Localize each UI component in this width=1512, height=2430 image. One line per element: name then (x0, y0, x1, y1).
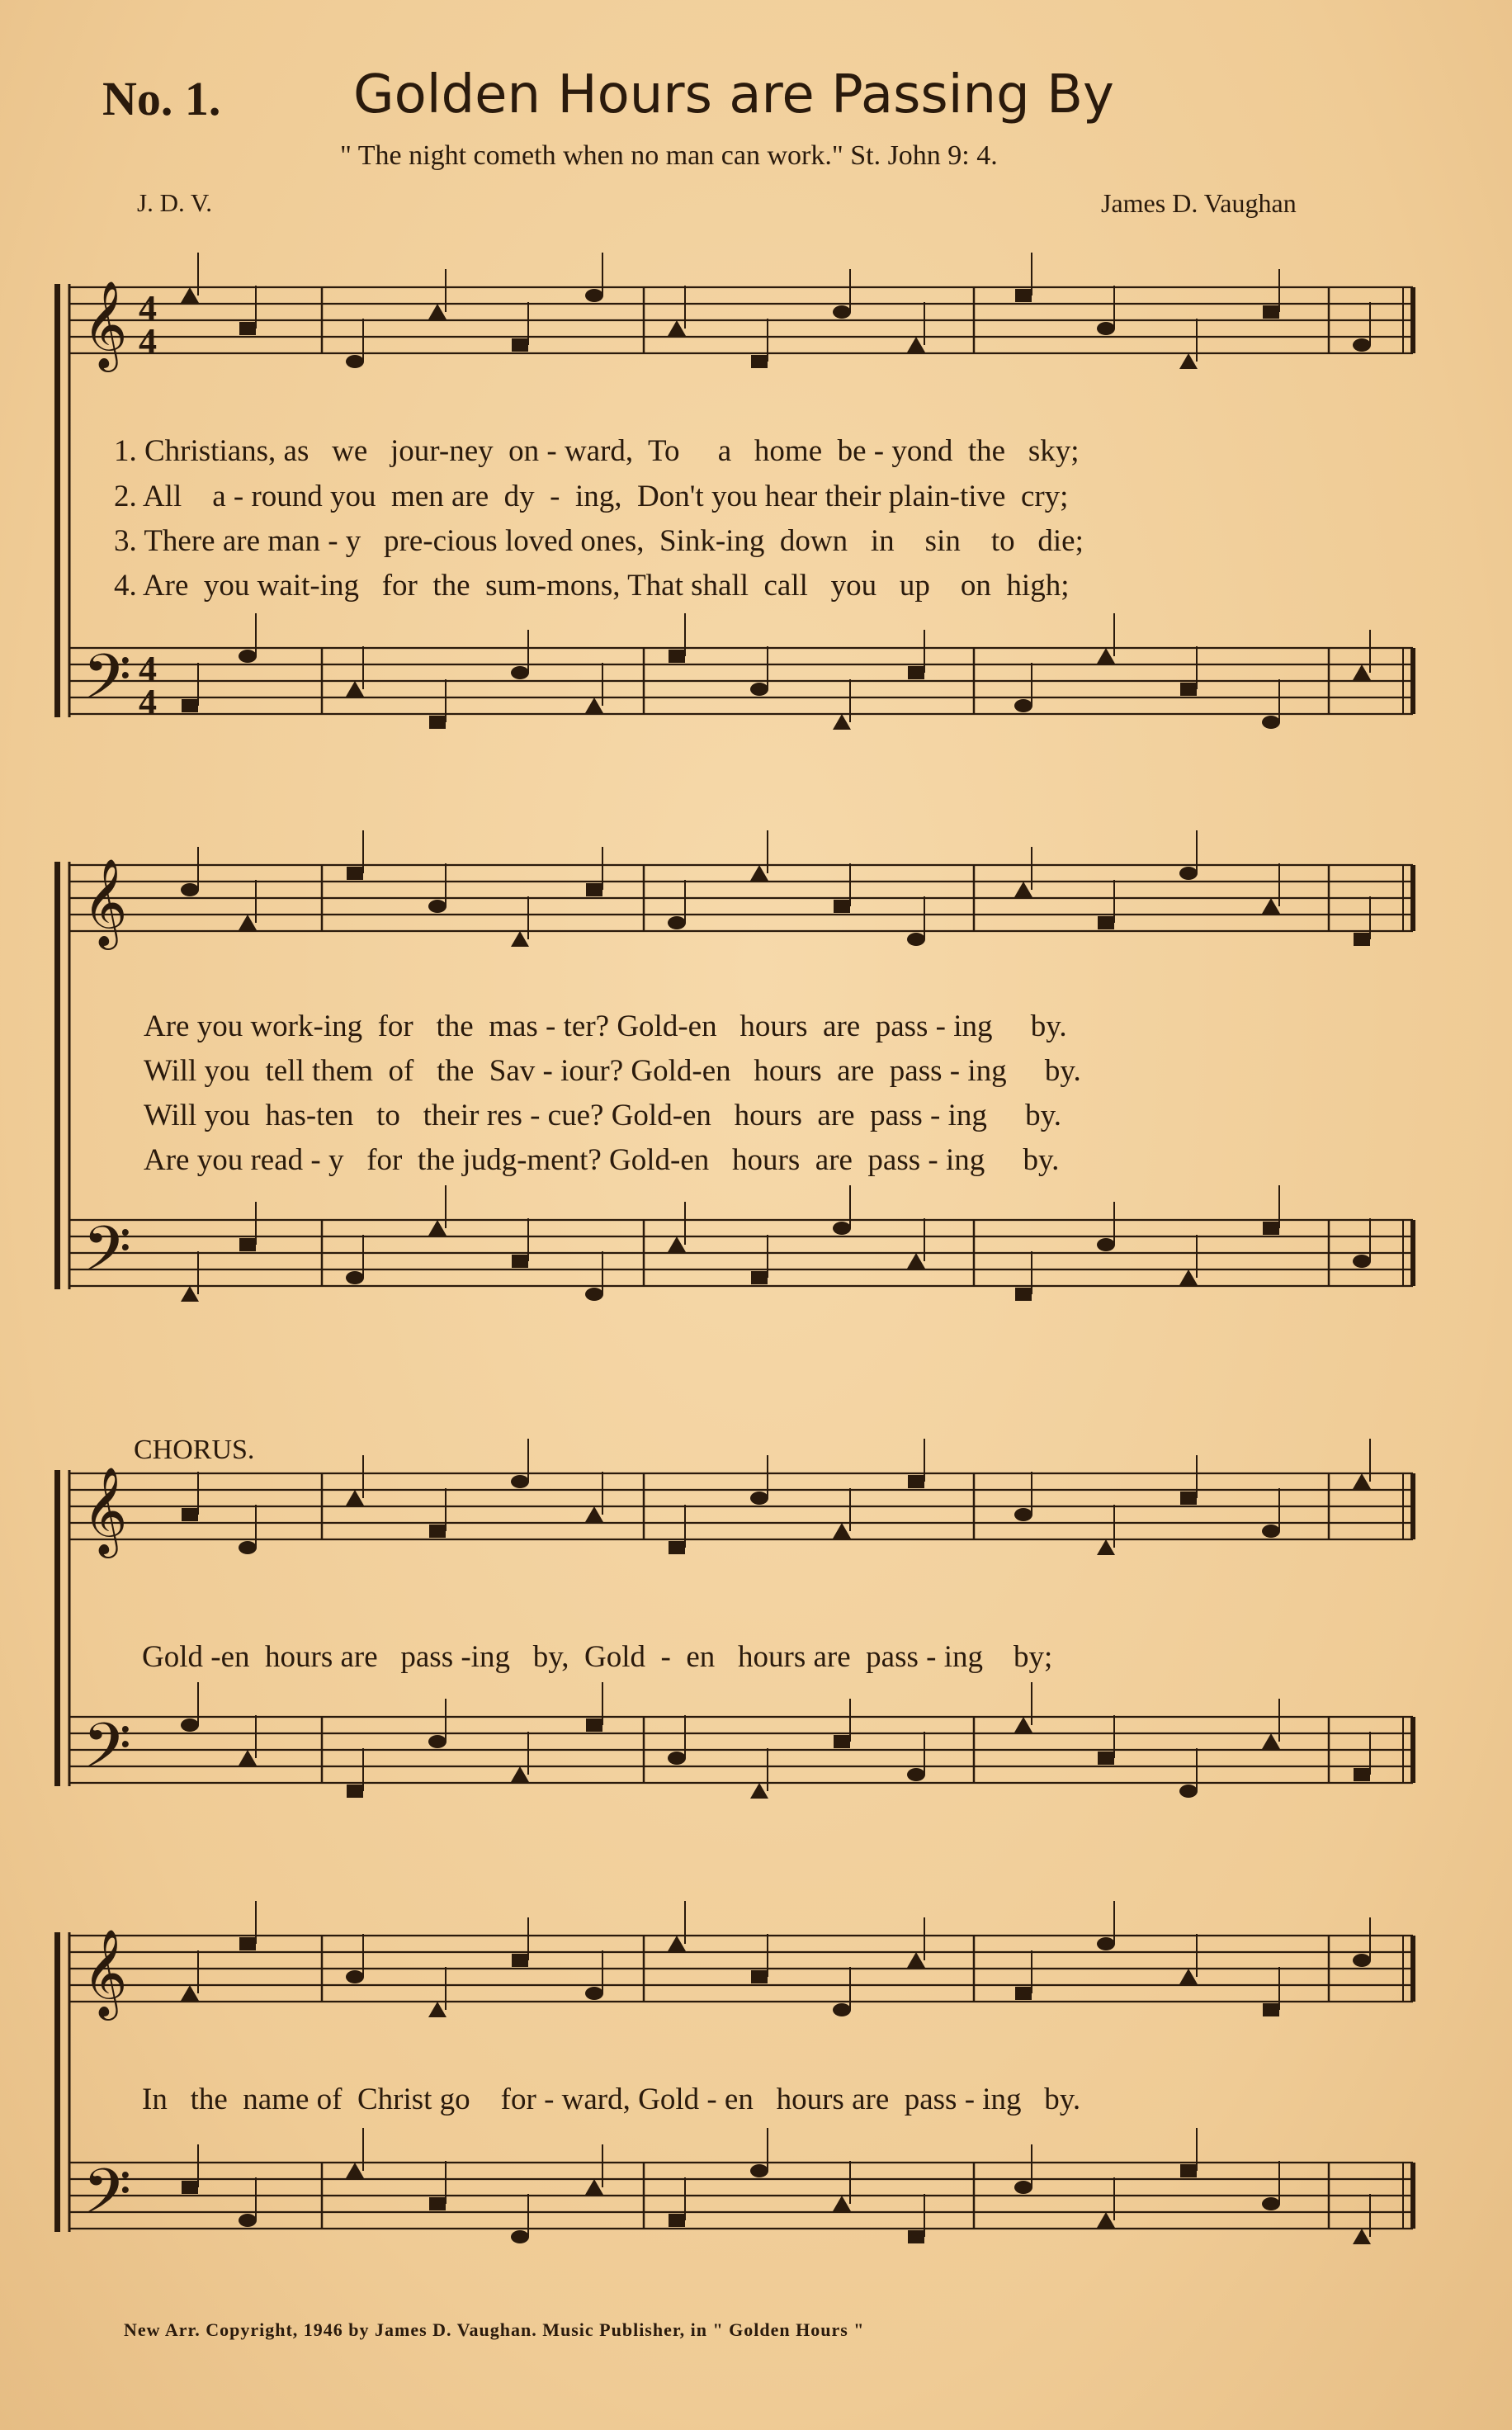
words-credit: J. D. V. (137, 188, 213, 217)
shape-note (833, 305, 851, 319)
shape-note (833, 1222, 851, 1235)
bass-clef: 𝄢 (83, 1213, 132, 1301)
shape-note (181, 883, 199, 896)
shape-note (1354, 933, 1370, 946)
shape-note (346, 2163, 364, 2178)
time-signature: 4 (139, 321, 157, 362)
treble-clef: 𝄞 (83, 858, 128, 946)
shape-note (668, 916, 686, 929)
shape-note (1262, 716, 1280, 729)
verse-line: 2. All a - round you men are dy - ing, Don't you hear their plain-tive cry; (114, 480, 1069, 513)
shape-note (1014, 2181, 1032, 2194)
shape-note (668, 1936, 686, 1951)
shape-note (182, 1508, 198, 1521)
shape-note (907, 1768, 925, 1781)
shape-note (239, 650, 257, 663)
treble-clef: 𝄞 (83, 280, 128, 368)
shape-note (1262, 1733, 1280, 1749)
shape-note (1179, 1269, 1198, 1285)
shape-note (907, 1253, 925, 1269)
chorus-label: CHORUS. (134, 1435, 255, 1465)
shape-note (668, 1236, 686, 1252)
time-signature: 4 (139, 649, 157, 689)
shape-note (833, 714, 851, 730)
shape-note (833, 2003, 851, 2016)
shape-note (347, 1785, 363, 1798)
shape-note (346, 681, 364, 697)
shape-note (511, 2230, 529, 2243)
shape-note (750, 2164, 768, 2177)
shape-note (429, 1525, 446, 1538)
shape-note (346, 1490, 364, 1506)
shape-note (668, 320, 686, 336)
hymn-title: Golden Hours are Passing By (353, 64, 1114, 125)
shape-note (908, 666, 924, 679)
shape-note (1014, 882, 1032, 897)
shape-note (1097, 1539, 1115, 1555)
shape-note (181, 1286, 199, 1302)
system-bracket (54, 284, 60, 717)
shape-note (239, 322, 256, 335)
shape-note (585, 1987, 603, 2000)
treble-clef: 𝄞 (83, 1466, 128, 1554)
shape-note (1014, 699, 1032, 712)
shape-note (1262, 1525, 1280, 1538)
shape-note (1098, 1752, 1114, 1765)
shape-note (1179, 867, 1198, 880)
shape-note (428, 2002, 447, 2017)
verse-line: Will you tell them of the Sav - iour? Gold-en hours are pass - ing by. (144, 1054, 1081, 1088)
shape-note (1015, 1288, 1032, 1301)
shape-note (585, 289, 603, 302)
shape-note (1263, 2003, 1279, 2016)
hymn-number: No. 1. (102, 72, 221, 125)
shape-note (833, 1523, 851, 1539)
system-bracket (54, 862, 60, 1289)
shape-note (750, 683, 768, 696)
shape-note (750, 1783, 768, 1799)
shape-note (512, 338, 528, 352)
shape-note (1353, 1473, 1371, 1489)
shape-note (834, 900, 850, 913)
scripture-epigraph: " The night cometh when no man can work." St. John 9: 4. (340, 140, 998, 171)
shape-note (907, 337, 925, 352)
shape-note (1015, 289, 1032, 302)
bass-clef: 𝄢 (83, 641, 132, 729)
shape-note (428, 1735, 447, 1748)
shape-note (511, 1766, 529, 1782)
shape-note (1353, 338, 1371, 352)
shape-note (833, 2196, 851, 2211)
treble-clef: 𝄞 (83, 1928, 128, 2016)
verse-line: 1. Christians, as we jour-ney on - ward, To a home be - yond the sky; (114, 434, 1080, 468)
shape-note (428, 900, 447, 913)
shape-note (511, 931, 529, 947)
shape-note (511, 1475, 529, 1488)
shape-note (1179, 353, 1198, 369)
shape-note (585, 2179, 603, 2195)
bass-clef: 𝄢 (83, 1709, 132, 1798)
shape-note (585, 1288, 603, 1301)
copyright-footer: New Arr. Copyright, 1946 by James D. Vaughan. Music Publisher, in " Golden Hours " (124, 2319, 865, 2340)
shape-note (182, 2181, 198, 2194)
verse-line: Will you has-ten to their res - cue? Gold-en hours are pass - ing by. (144, 1099, 1061, 1132)
shape-note (1353, 2229, 1371, 2244)
shape-note (512, 1954, 528, 1967)
shape-note (1353, 1954, 1371, 1967)
shape-note (668, 1752, 686, 1765)
chorus-line: Gold -en hours are pass -ing by, Gold - en hours are pass - ing by; (142, 1640, 1053, 1674)
shape-note (428, 304, 447, 319)
verse-line: 3. There are man - y pre-cious loved ones, Sink-ing down in sin to die; (114, 524, 1084, 558)
shape-note (181, 1718, 199, 1732)
shape-note (750, 865, 768, 881)
shape-note (586, 883, 602, 896)
shape-note (669, 2214, 685, 2227)
shape-note (429, 2197, 446, 2210)
shape-note (1097, 322, 1115, 335)
shape-note (751, 1271, 768, 1284)
shape-note (239, 1238, 256, 1251)
shape-note (1262, 2197, 1280, 2210)
shape-note (429, 716, 446, 729)
shape-note (239, 1937, 256, 1950)
shape-note (181, 1985, 199, 2001)
shape-note (181, 287, 199, 303)
shape-note (834, 1735, 850, 1748)
time-signature: 4 (139, 288, 157, 329)
shape-note (1097, 2212, 1115, 2228)
shape-note (239, 915, 257, 930)
shape-note (1014, 1717, 1032, 1733)
chorus-line: In the name of Christ go for - ward, Gold - en hours are pass - ing by. (142, 2083, 1081, 2116)
shape-note (1179, 1969, 1198, 1984)
verse-line: 4. Are you wait-ing for the sum-mons, That shall call you up on high; (114, 569, 1070, 603)
shape-note (239, 1750, 257, 1766)
shape-note (750, 1492, 768, 1505)
shape-note (347, 867, 363, 880)
shape-note (585, 1506, 603, 1522)
shape-note (1180, 1492, 1197, 1505)
shape-note (586, 1718, 602, 1732)
shape-note (669, 1541, 685, 1554)
shape-note (585, 697, 603, 713)
shape-note (669, 650, 685, 663)
music-credit: James D. Vaughan (1101, 188, 1297, 218)
shape-note (346, 1271, 364, 1284)
shape-note (1262, 898, 1280, 914)
shape-note (346, 1970, 364, 1983)
shape-note (1180, 683, 1197, 696)
shape-note (1097, 1238, 1115, 1251)
bass-clef: 𝄢 (83, 2155, 132, 2243)
verse-line: Are you read - y for the judg-ment? Gold-en hours are pass - ing by. (144, 1143, 1060, 1177)
shape-note (1097, 1937, 1115, 1950)
shape-note (1015, 1987, 1032, 2000)
shape-note (428, 1220, 447, 1236)
shape-note (239, 2214, 257, 2227)
shape-note (1180, 2164, 1197, 2177)
shape-note (1263, 305, 1279, 319)
shape-note (1353, 1255, 1371, 1268)
shape-note (512, 1255, 528, 1268)
shape-note (1014, 1508, 1032, 1521)
shape-note (1354, 1768, 1370, 1781)
shape-note (907, 933, 925, 946)
shape-note (1098, 916, 1114, 929)
shape-note (907, 1952, 925, 1968)
shape-note (239, 1541, 257, 1554)
shape-note (346, 355, 364, 368)
shape-note (1263, 1222, 1279, 1235)
shape-note (908, 2230, 924, 2243)
system-bracket (54, 1932, 60, 2232)
shape-note (751, 355, 768, 368)
shape-note (1353, 664, 1371, 680)
system-bracket (54, 1470, 60, 1786)
verse-line: Are you work-ing for the mas - ter? Gold-en hours are pass - ing by. (144, 1009, 1067, 1043)
time-signature: 4 (139, 682, 157, 722)
shape-note (751, 1970, 768, 1983)
shape-note (511, 666, 529, 679)
shape-note (1179, 1785, 1198, 1798)
shape-note (908, 1475, 924, 1488)
shape-note (182, 699, 198, 712)
shape-note (1097, 648, 1115, 664)
